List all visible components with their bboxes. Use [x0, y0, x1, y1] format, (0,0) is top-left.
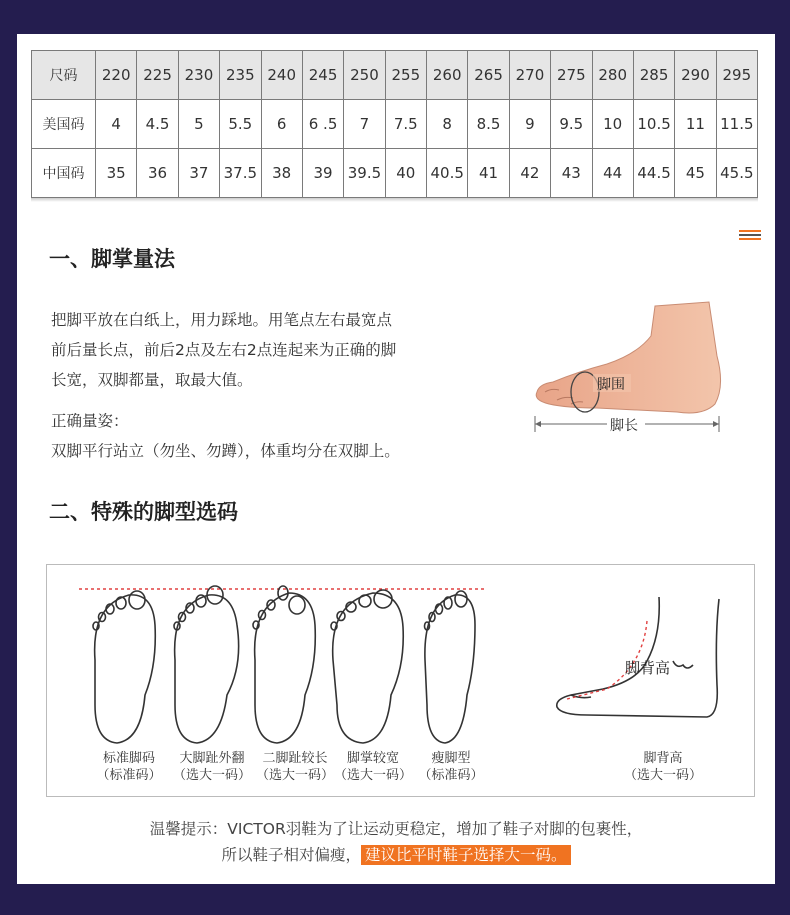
size-cell: 37.5	[220, 149, 261, 198]
instep-label	[613, 750, 713, 784]
size-cell: 11	[675, 100, 716, 149]
size-cell: 39.5	[344, 149, 385, 198]
size-cell: 255	[385, 51, 426, 100]
side-foot-diagram	[527, 296, 727, 444]
row-label: 中国码	[32, 149, 96, 198]
table-shadow	[31, 198, 758, 202]
size-cell: 275	[551, 51, 592, 100]
row-label: 尺码	[32, 51, 96, 100]
size-cell: 240	[261, 51, 302, 100]
size-cell: 45	[675, 149, 716, 198]
section2-heading: 二、特殊的脚型选码	[49, 500, 238, 524]
size-cell: 9	[509, 100, 550, 149]
size-chart-table	[31, 50, 758, 198]
size-cell: 44	[592, 149, 633, 198]
size-cell: 235	[220, 51, 261, 100]
size-cell: 5	[178, 100, 219, 149]
measure-instructions	[51, 305, 491, 395]
size-cell: 285	[633, 51, 674, 100]
instruction-line: 前后量长点，前后2点及左右2点连起来为正确的脚	[51, 341, 397, 359]
foot-type-name: 二脚趾较长	[262, 751, 328, 766]
foot-type-advice: （选大一码）	[172, 768, 251, 783]
foot-type-name: 瘦脚型	[431, 751, 471, 766]
foot-type-panel	[46, 564, 755, 797]
foot-type-advice: （标准码）	[418, 768, 484, 783]
size-cell: 4.5	[137, 100, 178, 149]
section1-heading: 一、脚掌量法	[49, 247, 175, 271]
size-cell: 6 .5	[302, 100, 343, 149]
size-cell: 290	[675, 51, 716, 100]
row-label: 美国码	[32, 100, 96, 149]
foot-type-advice: （标准码）	[96, 768, 162, 783]
size-cell: 11.5	[716, 100, 757, 149]
size-cell: 7.5	[385, 100, 426, 149]
footnote-line2	[17, 842, 775, 868]
size-cell: 40.5	[427, 149, 468, 198]
size-cell: 280	[592, 51, 633, 100]
posture-text: 双脚平行站立（勿坐、勿蹲），体重均分在双脚上。	[51, 442, 400, 460]
size-cell: 45.5	[716, 149, 757, 198]
posture-label: 正确量姿：	[51, 412, 129, 430]
foot-type-advice: （选大一码）	[333, 768, 412, 783]
size-cell: 295	[716, 51, 757, 100]
foot-shape	[536, 302, 720, 413]
size-cell: 35	[96, 149, 137, 198]
size-cell: 270	[509, 51, 550, 100]
instruction-line: 长宽，双脚都量，取最大值。	[51, 371, 253, 389]
thin-foot-outline	[425, 591, 476, 743]
content-card	[17, 34, 775, 884]
size-cell: 38	[261, 149, 302, 198]
foot-type-name: 脚背高	[643, 751, 683, 766]
foot-type-label	[401, 750, 501, 784]
size-cell: 260	[427, 51, 468, 100]
size-cell: 40	[385, 149, 426, 198]
standard-foot-outline	[93, 591, 155, 743]
size-cell: 42	[509, 149, 550, 198]
girth-label: 脚围	[597, 377, 625, 393]
size-cell: 8.5	[468, 100, 509, 149]
size-cell: 37	[178, 149, 219, 198]
foot-type-name: 脚掌较宽	[346, 751, 399, 766]
size-cell: 5.5	[220, 100, 261, 149]
size-cell: 36	[137, 149, 178, 198]
size-cell: 225	[137, 51, 178, 100]
size-cell: 4	[96, 100, 137, 149]
size-cell: 8	[427, 100, 468, 149]
size-cell: 265	[468, 51, 509, 100]
long-second-toe-foot-outline	[253, 586, 315, 743]
footnote-highlight: 建议比平时鞋子选择大一码。	[361, 845, 571, 865]
wide-foot-outline	[331, 590, 403, 743]
size-cell: 10	[592, 100, 633, 149]
foot-type-name: 标准脚码	[102, 751, 155, 766]
instruction-line: 把脚平放在白纸上，用力踩地。用笔点左右最宽点	[51, 311, 393, 329]
size-cell: 39	[302, 149, 343, 198]
size-cell: 41	[468, 149, 509, 198]
size-cell: 6	[261, 100, 302, 149]
size-cell: 43	[551, 149, 592, 198]
footnote-line1: 温馨提示：VICTOR羽鞋为了让运动更稳定，增加了鞋子对脚的包裹性，	[149, 820, 643, 838]
size-cell: 230	[178, 51, 219, 100]
size-cell: 44.5	[633, 149, 674, 198]
size-cell: 10.5	[633, 100, 674, 149]
size-table-row	[32, 149, 758, 198]
length-label: 脚长	[610, 418, 638, 434]
size-table-row	[32, 51, 758, 100]
foot-type-advice: （选大一码）	[623, 768, 702, 783]
size-cell: 7	[344, 100, 385, 149]
bunion-foot-outline	[174, 586, 239, 743]
foot-type-advice: （选大一码）	[255, 768, 334, 783]
footnote-prefix: 所以鞋子相对偏瘦，	[221, 846, 361, 864]
size-cell: 220	[96, 51, 137, 100]
instep-diagram-label: 脚背高	[625, 659, 671, 677]
menu-icon	[739, 230, 761, 242]
size-table-row	[32, 100, 758, 149]
foot-type-name: 大脚趾外翻	[179, 751, 245, 766]
size-cell: 245	[302, 51, 343, 100]
size-cell: 9.5	[551, 100, 592, 149]
size-cell: 250	[344, 51, 385, 100]
